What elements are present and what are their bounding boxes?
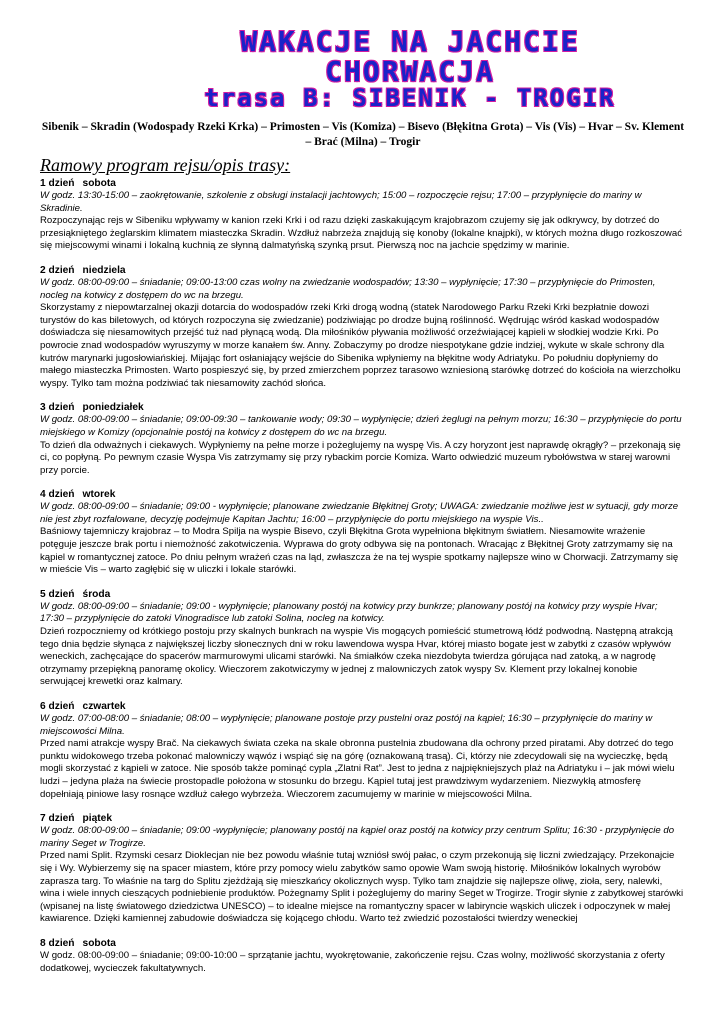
day-description: Skorzystamy z niepowtarzalnej okazji dotarcia do wodospadów rzeki Krki drogą wodną (statek Narodowego Parku Rzeki Krki bezpłatnie dowozi turystów do kas biletowych, od których rozpoczyna się zwiedzanie) podziwiając po drodze bujną roślinność. Wędrując wśród kaskad wodospadów doświadcza się niesamowitych przejść tuż nad płynącą wodą. Dla miłośników pływania możliwość orzeźwiającej kąpieli w słodkiej wodzie Krki. Po powrocie znad wodospadów wyruszymy w morze kanałem św. Anny. Zobaczymy po drodze niespotykane gdzie indziej, wykute w skale schrony dla kutrów marynarki jugosłowiańskiej. Mijając fort osłaniający wejście do Sibenika wpłyniemy na błękitne wody Adriatyku. Po południu dopłyniemy do małego miasteczka Primosten. Warto pospieszyć się, by przed zmierzchem poprzez tarasowo wzniesioną starówkę dotrzeć do kościoła na wierzchołku wyspy. Tylko tam można podziwiać tak niesamowity zachód słońca. [40,302,681,389]
title-line-1: WAKACJE NA JACHCIE [240,25,580,58]
day-description: To dzień dla odważnych i ciekawych. Wypłyniemy na pełne morze i pożeglujemy na wyspę Vis. A czy horyzont jest naprawdę okrągły? – przekonają się ci, co popłyną. Po pewnym czasie Wyspa Vis zatrzymamy się przy rybackim porcie Komiza. Warto odwiedzić muzeum rybołówstwa w starej warowni przy porcie. [40,439,681,476]
day-7 [40,812,684,926]
day-name: piątek [82,813,112,825]
day-number: 5 dzień [40,588,75,600]
route-description: Sibenik – Skradin (Wodospady Rzeki Krka) – Primosten – Vis (Komiza) – Bisevo (Błękitna Grota) – Vis (Vis) – Hvar – Sv. Klement – Brać (Milna) – Trogir [41,121,685,148]
day-schedule: W godz. 13:30-15:00 – zaokrętowanie, szkolenie z obsługi instalacji jachtowych; 15:00 – rozpoczęcie rejsu; 17:00 – przypłynięcie do mariny w Skradinie. [40,190,642,214]
day-description: Przed nami atrakcje wyspy Brač. Na ciekawych świata czeka na skale obronna pustelnia zbudowana dla ochrony przed piratami. Aby dotrzeć do tego punktu widokowego trzeba pokonać malowniczy wąwóz i wspiąć się na górę (oznakowaną trasą). Ci, którzy nie zdecydowali się na wycieczkę, będą mogli skorzystać z kąpieli w zatoce. Nie sposób także pominąć cypla „Zlatni Rat”. Jest to jedna z najpiękniejszych plaż na Adriatyku i – jak mówi wielu ludzi – jedyna plaża na świecie prostopadle położona w stosunku do brzegu. Kąpiel tutaj jest prawdziwym wydarzeniem. Niezwykłą atmosferę dopełniają piniowe lasy rosnące wzdłuż całego wybrzeża. Wieczorem zacumujemy w marinie w miejscowości Milna. [40,738,675,800]
day-name: sobota [82,937,116,949]
day-number: 8 dzień [40,937,75,949]
day-5 [40,588,684,689]
day-name: wtorek [82,489,116,501]
day-2 [40,264,684,390]
day-schedule: W godz. 08:00-09:00 – śniadanie; 09:00-13:00 czas wolny na zwiedzanie wodospadów; 13:30 – wypłynięcie; 17:30 – przypłynięcie do Primosten, nocleg na kotwicy z dostępem do wc na brzegu. [40,276,656,301]
title-route-line: trasa B: SIBENIK - TROGIR [204,84,616,112]
title-line-2: CHORWACJA [325,55,495,88]
day-schedule: W godz. 08:00-09:00 – śniadanie; 09:00 - wypłynięcie; planowany postój na kotwicy przy bunkrze; planowany postój na kotwicy przy wyspie Hvar; 17:30 – przypłynięcie do zatoki Vinogradisce lub zatoki Solina, nocleg na kotwicy. [40,600,658,625]
day-description: W godz. 08:00-09:00 – śniadanie; 09:00-10:00 – sprzątanie jachtu, wyokrętowanie, zakończenie rejsu. Czas wolny, możliwość skorzystania z oferty dodatkowej, wycieczek fakultatywnych. [40,949,665,974]
day-8 [40,937,684,975]
day-title [40,937,684,950]
day-number: 2 dzień [40,264,75,276]
itinerary [40,177,684,986]
day-title [40,588,684,601]
day-title [40,264,684,277]
day-name: czwartek [82,701,126,712]
day-title [40,488,684,501]
day-6 [40,700,684,801]
day-title [40,177,684,190]
day-name: środa [82,588,111,600]
day-schedule: W godz. 08:00-09:00 – śniadanie; 09:00 - wypłynięcie; planowane zwiedzanie Błękitnej Groty; UWAGA: zwiedzanie możliwe jest w sytuacji, gdy morze nie jest zbyt rozfalowane, decyzję podejmuje Kapitan Jachtu; 16:00 – przypłynięcie do portu miejskiego na wyspie Vis.. [40,501,679,525]
day-schedule: W godz. 07:00-08:00 – śniadanie; 08:00 – wypłynięcie; planowane postoje przy pustelni oraz postój na kąpiel; 16:30 – przypłynięcie do mariny w miejscowości Milna. [40,713,653,737]
day-name: poniedziałek [82,402,144,414]
day-title [40,401,684,414]
day-3 [40,401,684,477]
day-1 [40,177,684,253]
day-number: 1 dzień [40,178,75,189]
day-description: Baśniowy tajemniczy krajobraz – to Modra Spilja na wyspie Bisevo, czyli Błękitna Grota wypełniona błękitnym światłem. Niesamowite wrażenie potęguje jeszcze brak portu i niemożność zakotwiczenia. Wyprawa do groty odbywa się na pontonach. Wracając z Błękitnej Groty zatrzymamy się na kąpiel w romantycznej zatoce. Po dniu pełnym wrażeń czas na ląd, zwłaszcza że na tej wyspie spotkamy najlepsze wino w Chorwacji. Zatrzymamy się w mieście Vis – warto zagłębić się w uliczki i lokale starówki. [40,526,679,576]
day-description: Dzień rozpoczniemy od krótkiego postoju przy skalnych bunkrach na wyspie Vis mogących pomieścić stumetrową łódź podwodną. Następną atrakcją tego dnia będzie słynąca z największej liczby słonecznych dni w roku lawendowa wyspa Hvar, której miasto bogate jest w zabytki z czasów wpływów weneckich, zachęcające do spacerów marmurowymi ulicami starówki. Na śmiałków czeka niezdobyta twierdza górująca nad zatoką, a w nagrodę otrzymamy przepiękną panoramę okolicy. Wieczorem zakotwiczymy w jednej z malowniczych zatok wyspy Sv. Klement przy lokalnej konobie serwującej krewetki oraz kalmary. [40,626,673,688]
day-title [40,700,684,713]
day-description: Przed nami Split. Rzymski cesarz Dioklecjan nie bez powodu właśnie tutaj wzniósł swój pałac, o czym przekonują się liczni zwiedzający. Przekonajcie się i Wy. Wybierzemy się na spacer miastem, które przy pomocy wielu zabytków samo opowie Wam swoją historię. Miłośników lokalnych wyrobów zaprasza targ. To właśnie na targ do Splitu zjeżdżają się mieszkańcy okolicznych wysp. Tylko tam znajdzie się najlepsze oliwę, zioła, sery, nalewki, wina i wiele innych cieszących podniebienie produktów. Pożegnamy Split i pożeglujemy do mariny Seget w Trogirze. Trogir słynie z zabytkowej starówki (wpisanej na listę światowego dziedzictwa UNESCO) – to idealne miejsce na romantyczny spacer w labiryncie wąskich uliczek i odpoczynek w małej kawiarence. Dzięki kamiennej zabudowie doświadcza się kojącego chłodu. Warto też zwiedzić pozostałości twierdzy weneckiej [40,850,684,925]
day-number: 6 dzień [40,701,75,712]
day-name: niedziela [82,264,126,276]
day-number: 4 dzień [40,489,75,501]
day-4 [40,488,684,577]
day-number: 3 dzień [40,402,75,414]
section-heading: Ramowy program rejsu/opis trasy: [40,155,291,175]
day-name: sobota [82,178,116,189]
day-schedule: W godz. 08:00-09:00 – śniadanie; 09:00 -wypłynięcie; planowany postój na kąpiel oraz postój na kotwicy przy centrum Splitu; 16:30 - przypłynięcie do mariny Seget w Trogirze. [40,825,675,849]
day-schedule: W godz. 08:00-09:00 – śniadanie; 09:00-09:30 – tankowanie wody; 09:30 – wypłynięcie; dzień żeglugi na pełnym morzu; 16:30 – przypłynięcie do portu miejskiego w Komizy (opcjonalnie postój na kotwicy z dostępem do wc na brzegu. [40,414,682,438]
day-title [40,812,684,825]
day-number: 7 dzień [40,813,75,825]
day-description: Rozpoczynając rejs w Sibeniku wpływamy w kanion rzeki Krki i od razu dzięki zaskakującym krajobrazom czujemy się jak odkrywcy, by dotrzeć do przesiąkniętego żeglarskim klimatem miasteczka Skradin. Wzdłuż nabrzeża znajdują się konoby (lokalne knajpki), w których można długo rozkoszować się miejscowymi winami i lokalną kuchnią ze słynną dalmatyńską szynką prsut. Pierwszą noc na jachcie spędzimy w marinie. [40,215,682,252]
